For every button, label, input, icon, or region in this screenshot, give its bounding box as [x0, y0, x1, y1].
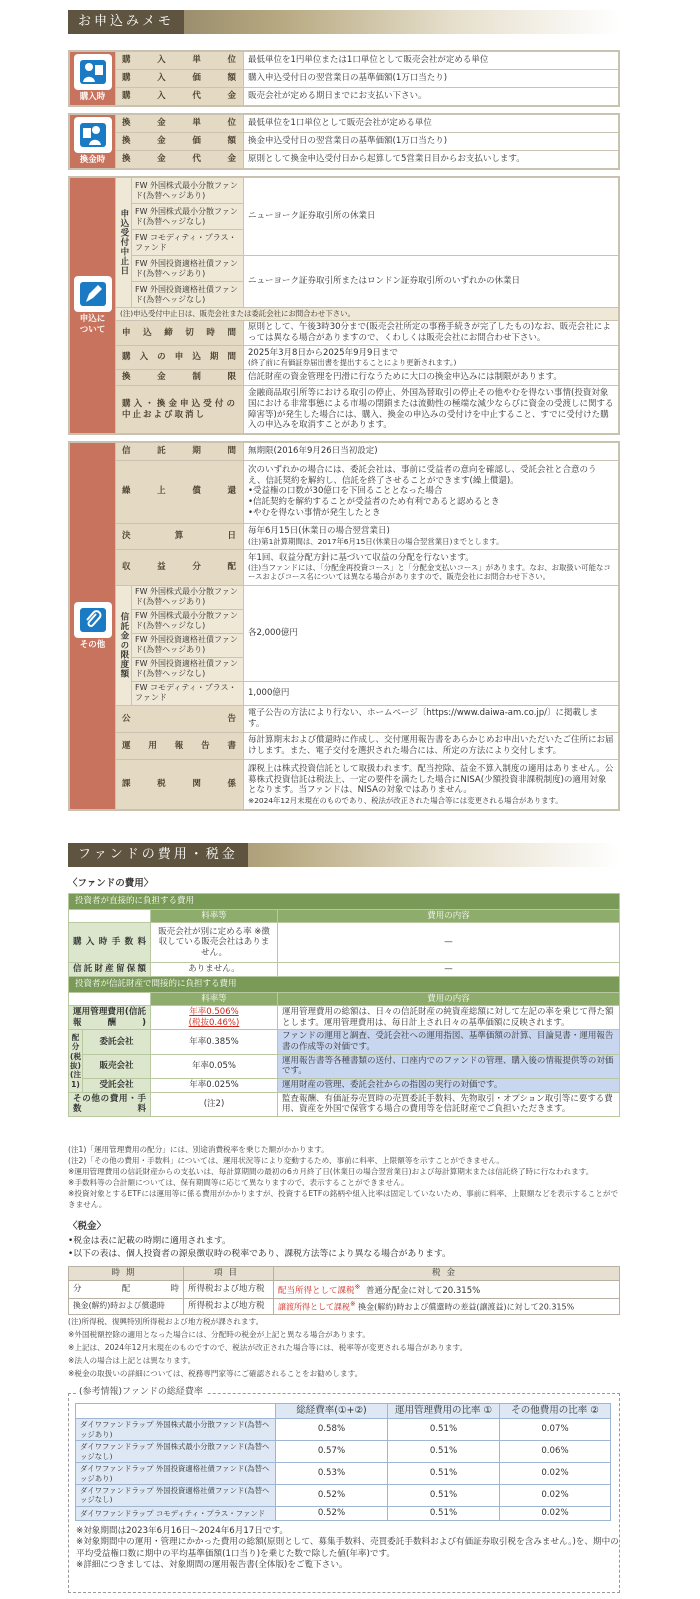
redeem-payment-value: 原則として換金申込受付日から起算して5営業日目からお支払いします。	[244, 150, 619, 168]
limit-fund-1: FW 外国株式最小分散ファンド(為替ヘッジあり)	[132, 585, 244, 609]
suspend-label: 購入・換金申込受付の中止および取消し	[116, 386, 244, 434]
purchase-icon-label: 購入時	[79, 92, 106, 103]
apply-fund-4: FW 外国投資適格社債ファンド(為替ヘッジあり)	[132, 256, 244, 282]
ref-row-1-mgmt: 0.51%	[388, 1419, 500, 1441]
early-redemption-label: 繰上償還	[116, 460, 244, 523]
ref-row-4-total: 0.52%	[276, 1484, 388, 1506]
apply-fund-3: FW コモディティ・プラス・ファンド	[132, 230, 244, 256]
ref-row-4-other: 0.02%	[500, 1484, 611, 1506]
ref-row-2-name: ダイワファンドラップ 外国株式最小分散ファンド(為替ヘッジなし)	[76, 1441, 276, 1463]
tax-row-2-kind: 譲渡所得として課税	[278, 1302, 350, 1312]
ref-row-1-other: 0.07%	[500, 1419, 611, 1441]
tax-table	[68, 1266, 620, 1315]
purchase-person-icon	[74, 54, 112, 90]
col-content: 費用の内容	[278, 909, 620, 923]
tax-row-1-when: 分配時	[69, 1281, 184, 1299]
alloc-row-1-rate: 年率0.385%	[151, 1030, 278, 1054]
memo-title: お申込みメモ	[68, 10, 184, 34]
reserve-label: 信託財産留保額	[69, 963, 151, 977]
tax-relation-value: 課税上は株式投資信託として取扱われます。配当控除、益金不算入制度の適用はありません。公募株式投資信託は税法上、一定の要件を満たした場合にNISA(少額投資非課税制度)の適用対象となります。当ファンドは、NISAの対象ではありません。	[248, 764, 614, 796]
ref-row-3-other: 0.02%	[500, 1463, 611, 1485]
apply-icon-cell	[70, 178, 116, 434]
apply-period-cell	[244, 346, 619, 370]
ref-row-2-mgmt: 0.51%	[388, 1441, 500, 1463]
alloc-row-1-label: 委託会社	[83, 1030, 151, 1054]
tax-row-2-item: 所得税および地方税	[184, 1298, 274, 1314]
fee-note-1: (注1)「運用管理費用の配分」には、別途消費税率を乗じた額がかかります。	[68, 1145, 329, 1154]
limit-fund-4: FW 外国投資適格社債ファンド(為替ヘッジなし)	[132, 657, 244, 681]
ref-row-1-name: ダイワファンドラップ 外国株式最小分散ファンド(為替ヘッジあり)	[76, 1419, 276, 1441]
limit-label: 信託金の限度額	[116, 585, 132, 705]
tax-row-1-item: 所得税および地方税	[184, 1281, 274, 1299]
reference-notes	[76, 1526, 624, 1571]
ref-row-3-mgmt: 0.51%	[388, 1463, 500, 1485]
early-redemption-cell	[244, 460, 619, 523]
closing-date-label: 決算日	[116, 523, 244, 549]
report-label: 運用報告書	[116, 732, 244, 759]
fee-note-5: ※投資対象とするETFには運用等に係る費用がかかりますが、投資するETFの銘柄や組入比率は固定していないため、事前に料率、上限額などを表示することができません。	[68, 1189, 619, 1209]
col-content-2: 費用の内容	[278, 992, 620, 1006]
ref-row-5-other: 0.02%	[500, 1506, 611, 1520]
redeem-group	[68, 113, 620, 170]
ref-note-1: ※対象期間は2023年6月16日～2024年6月17日です。	[76, 1526, 288, 1536]
alloc-row-2-rate: 年率0.05%	[151, 1054, 278, 1078]
pen-icon	[74, 276, 112, 312]
fee-notes	[68, 1144, 624, 1210]
tax-row-1-kind: 配当所得として課税	[278, 1285, 355, 1296]
tax-bullet-2: •以下の表は、個人投資者の源泉徴収時の税率であり、課税方法等により異なる場合があります。	[68, 1249, 451, 1260]
mgmt-fee-rate: 年率0.506%	[189, 1007, 239, 1018]
apply-icon-label: 申込について	[79, 313, 106, 335]
alloc-row-2-label: 販売会社	[83, 1054, 151, 1078]
redeem-icon-label: 換金時	[79, 155, 106, 166]
tax-note-3: ※上記は、2024年12月末現在のものですので、税法が改正された場合等には、税率等が変更される場合があります。	[68, 1342, 468, 1352]
alloc-row-2-content: 運用報告書等各種書類の送付、口座内でのファンドの管理、購入後の情報提供等の対価です。	[278, 1054, 620, 1078]
fee-note-2: (注2)「その他の費用・手数料」については、運用状況等により変動するため、事前に料率、上限額等を示すことができません。	[68, 1156, 504, 1165]
tax-row-2-when: 換金(解約)時および償還時	[69, 1298, 184, 1314]
purchase-icon-cell	[70, 52, 116, 106]
fees-table	[68, 893, 620, 1117]
reserve-rate: ありません。	[151, 963, 278, 977]
limit-fund-3: FW 外国投資適格社債ファンド(為替ヘッジあり)	[132, 633, 244, 657]
other-fee-label: その他の費用・手数料	[69, 1092, 151, 1116]
limit-fund-5: FW コモディティ・プラス・ファンド	[132, 681, 244, 705]
tax-head-when: 時期	[69, 1267, 184, 1281]
closing-date-cell	[244, 523, 619, 549]
redeem-payment-label: 換金代金	[116, 150, 244, 168]
buy-fee-rate: 販売会社が別に定める率 ※徴収している販売会社はありません。	[151, 923, 278, 963]
paperclip-icon	[74, 602, 112, 638]
redeem-price-value: 換金申込受付日の翌営業日の基準価額(1万口当たり)	[244, 132, 619, 150]
tax-note-4: ※法人の場合は上記とは異なります。	[68, 1355, 196, 1365]
fees-title: ファンドの費用・税金	[68, 843, 248, 867]
mgmt-fee-content: 運用管理費用の総額は、日々の信託財産の純資産総額に対して左記の率を乗じて得た額とします。運用管理費用は、毎日計上され日々の基準価額に反映されます。	[278, 1006, 620, 1030]
buy-fee-content: —	[278, 923, 620, 963]
ref-empty-head	[76, 1404, 276, 1419]
trust-period-value: 無期限(2016年9月26日当初設定)	[244, 443, 619, 461]
tax-row-2-mark: ※	[350, 1299, 356, 1308]
tax-bullets	[68, 1235, 451, 1261]
apply-group	[68, 176, 620, 435]
empty-head-2	[69, 992, 151, 1006]
report-value: 毎計算期末および償還時に作成し、交付運用報告書をあらかじめお申出いただいたご住所にお届けします。また、電子交付を選択された場合には、所定の方法により交付します。	[244, 732, 619, 759]
apply-fund-2: FW 外国株式最小分散ファンド(為替ヘッジなし)	[132, 204, 244, 230]
ref-head-mgmt: 運用管理費用の比率 ①	[388, 1404, 500, 1419]
redeem-price-label: 換金価額	[116, 132, 244, 150]
ref-row-3-total: 0.53%	[276, 1463, 388, 1485]
fees-subtitle: 〈ファンドの費用〉	[68, 878, 154, 889]
redeem-unit-value: 最低単位を1口単位として販売会社が定める単位	[244, 115, 619, 133]
tax-bullet-1: •税金は表に記載の時期に適用されます。	[68, 1236, 231, 1246]
other-fee-content: 監査報酬、有価証券売買時の売買委託手数料、先物取引・オプション取引等に要する費用、資産を外国で保管する場合の費用等を信託財産でご負担いただきます。	[278, 1092, 620, 1116]
purchase-price-label: 購入価額	[116, 69, 244, 87]
apply-period-note: (終了前に有価証券届出書を提出することにより更新されます。)	[248, 358, 457, 368]
ref-head-total: 総経費率(①+②)	[276, 1404, 388, 1419]
early-bullet-2: •信託契約を解約することが受益者のため有利であると認めるとき	[248, 496, 500, 507]
ref-row-1-total: 0.58%	[276, 1419, 388, 1441]
stop-day-nyse-lse: ニューヨーク証券取引所またはロンドン証券取引所のいずれかの休業日	[244, 256, 619, 308]
purchase-payment-label: 購入代金	[116, 87, 244, 105]
col-rate: 料率等	[151, 909, 278, 923]
ref-row-2-total: 0.57%	[276, 1441, 388, 1463]
tax-row-1-desc: 普通分配金に対して20.315%	[365, 1285, 481, 1296]
limit-fund-2: FW 外国株式最小分散ファンド(為替ヘッジなし)	[132, 609, 244, 633]
limit-value-b: 1,000億円	[244, 681, 619, 705]
direct-cost-header: 投資者が直接的に負担する費用	[69, 894, 620, 910]
purchase-payment-value: 販売会社が定める期日までにお支払い下さい。	[244, 87, 619, 105]
apply-period-label: 購入の申込期間	[116, 346, 244, 370]
other-icon-cell	[70, 443, 116, 810]
stop-day-note: (注)申込受付中止日は、販売会社または委託会社にお問合わせ下さい。	[116, 308, 619, 321]
memo-section-header	[68, 10, 620, 34]
fees-section-header	[68, 843, 620, 867]
alloc-row-3-content: 運用財産の管理、委託会社からの指図の実行の対価です。	[278, 1078, 620, 1092]
empty-head	[69, 909, 151, 923]
mgmt-fee-label: 運用管理費用(信託報酬)	[69, 1006, 151, 1030]
tax-row-1-mark: ※	[354, 1282, 361, 1292]
tax-head-item: 項目	[184, 1267, 274, 1281]
purchase-price-value: 購入申込受付日の翌営業日の基準価額(1万口当たり)	[244, 69, 619, 87]
reference-title: (参考情報)ファンドの総経費率	[76, 1387, 206, 1399]
tax-head-tax: 税金	[274, 1267, 620, 1281]
tax-row-2-cell	[274, 1298, 620, 1314]
stop-day-nyse: ニューヨーク証券取引所の休業日	[244, 178, 619, 256]
ref-row-3-name: ダイワファンドラップ 外国投資適格社債ファンド(為替ヘッジあり)	[76, 1463, 276, 1485]
tax-note-2: ※外国税額控除の適用となった場合には、分配時の税金が上記と異なる場合があります。	[68, 1329, 370, 1339]
ref-note-2: ※対象期間中の運用・管理にかかった費用の総額(原則として、募集手数料、売買委託手数料および有価証券取引税を含みません。)を、期中の平均受益権口数に期中の平均基準価額(1口当り)を乗じた数で除した値(年率)です。	[76, 1537, 619, 1559]
purchase-group	[68, 50, 620, 107]
cutoff-label: 申込締切時間	[116, 320, 244, 345]
closing-date-value: 毎年6月15日(休業日の場合翌営業日)	[248, 526, 390, 537]
mgmt-fee-rate-ex-tax: (税抜0.46%)	[188, 1017, 240, 1028]
ref-row-4-mgmt: 0.51%	[388, 1484, 500, 1506]
reserve-content: —	[278, 963, 620, 977]
other-fee-rate: (注2)	[151, 1092, 278, 1116]
ref-head-other: その他費用の比率 ②	[500, 1404, 611, 1419]
trust-period-label: 信託期間	[116, 443, 244, 461]
stop-day-label: 申込受付中止日	[116, 178, 132, 308]
alloc-row-1-content: ファンドの運用と調査、受託会社への運用指図、基準価額の計算、目論見書・運用報告書の作成等の対価です。	[278, 1030, 620, 1054]
distribution-value: 年1回、収益分配方針に基づいて収益の分配を行ないます。	[248, 552, 474, 563]
closing-date-note: (注)第1計算期間は、2017年6月15日(休業日の場合翌営業日)までとします。	[248, 536, 504, 546]
apply-fund-1: FW 外国株式最小分散ファンド(為替ヘッジあり)	[132, 178, 244, 204]
cutoff-value: 原則として、午後3時30分まで(販売会社所定の事務手続きが完了したもの)なお、販売会社によっては異なる場合がありますので、くわしくは販売会社にお問合わせ下さい。	[244, 320, 619, 345]
early-bullet-3: •やむを得ない事情が発生したとき	[248, 507, 381, 518]
alloc-label: 配分(税抜)(注1)	[69, 1030, 83, 1092]
purchase-unit-value: 最低単位を1円単位または1口単位として販売会社が定める単位	[244, 52, 619, 70]
suspend-value: 金融商品取引所等における取引の停止、外国為替取引の停止その他やむを得ない事情(投資対象国における非常事態による市場の閉鎖または流動性の極端な減少ならびに資金の受渡しに関する障害等)が発生した場合には、購入、換金の申込みの受付けを中止すること、すでに受付けた購入の申込みを取消すことがあります。	[244, 386, 619, 434]
distribution-note: (注)当ファンドには、「分配金再投資コース」と「分配金支払いコース」があります。なお、お取扱い可能なコースおよびコース名については異なる場合がありますので、販売会社にお問合わせ下さい。	[248, 563, 611, 582]
purchase-unit-label: 購入単位	[116, 52, 244, 70]
tax-notes	[68, 1316, 624, 1381]
ref-row-5-name: ダイワファンドラップ コモディティ・プラス・ファンド	[76, 1506, 276, 1520]
alloc-row-3-label: 受託会社	[83, 1078, 151, 1092]
buy-fee-label: 購入時手数料	[69, 923, 151, 963]
ref-row-5-total: 0.52%	[276, 1506, 388, 1520]
tax-row-2-desc: 換金(解約)時および償還時の差益(譲渡益)に対して20.315%	[358, 1302, 575, 1312]
redeem-person-icon	[74, 117, 112, 153]
ref-row-2-other: 0.06%	[500, 1441, 611, 1463]
other-group	[68, 441, 620, 811]
tax-relation-note: ※2024年12月末現在のものであり、税法が改正された場合等には変更される場合があります。	[248, 795, 563, 805]
tax-row-1-cell	[274, 1281, 620, 1299]
fee-note-3: ※運用管理費用の信託財産からの支払いは、毎計算期間の最初の6カ月終了日(休業日の場合翌営業日)および毎計算期末または信託終了時に行なわれます。	[68, 1167, 594, 1176]
redeem-icon-cell	[70, 115, 116, 169]
other-icon-label: その他	[79, 639, 106, 650]
redeem-unit-label: 換金単位	[116, 115, 244, 133]
distribution-cell	[244, 549, 619, 585]
notice-value: 電子公告の方法により行ない、ホームページ〔https://www.daiwa-am.co.jp/〕に掲載します。	[244, 705, 619, 732]
distribution-label: 収益分配	[116, 549, 244, 585]
col-rate-2: 料率等	[151, 992, 278, 1006]
tax-note-5: ※税金の取扱いの詳細については、税務専門家等にご確認されることをお勧めします。	[68, 1368, 363, 1378]
indirect-cost-header: 投資者が信託財産で間接的に負担する費用	[69, 976, 620, 992]
alloc-row-3-rate: 年率0.025%	[151, 1078, 278, 1092]
tax-note-1: (注)所得税、復興特別所得税および地方税が課されます。	[68, 1317, 264, 1326]
mgmt-fee-rate-cell	[151, 1006, 278, 1030]
early-bullet-1: •受益権の口数が30億口を下回ることとなった場合	[248, 486, 443, 497]
ref-row-4-name: ダイワファンドラップ 外国投資適格社債ファンド(為替ヘッジなし)	[76, 1484, 276, 1506]
ref-note-3: ※詳細につきましては、対象期間の運用報告書(全体版)をご覧下さい。	[76, 1560, 348, 1571]
limit-value-a: 各2,000億円	[244, 585, 619, 681]
tax-relation-label: 課税関係	[116, 760, 244, 810]
apply-period-value: 2025年3月8日から2025年9月9日まで	[248, 347, 398, 358]
redeem-limit-label: 換金制限	[116, 370, 244, 386]
tax-subtitle: 〈税金〉	[68, 1221, 107, 1232]
early-redemption-value: 次のいずれかの場合には、委託会社は、事前に受益者の意向を確認し、受託会社と合意のうえ、信託契約を解約し、信託を終了させることができます(繰上償還)。	[248, 465, 597, 486]
apply-fund-5: FW 外国投資適格社債ファンド(為替ヘッジなし)	[132, 282, 244, 308]
expense-ratio-table	[75, 1403, 611, 1521]
ref-row-5-mgmt: 0.51%	[388, 1506, 500, 1520]
tax-relation-cell	[244, 760, 619, 810]
notice-label: 公告	[116, 705, 244, 732]
fee-note-4: ※手数料等の合計額については、保有期間等に応じて異なりますので、表示することができません。	[68, 1178, 409, 1187]
redeem-limit-value: 信託財産の資金管理を円滑に行なうために大口の換金申込みには制限があります。	[244, 370, 619, 386]
